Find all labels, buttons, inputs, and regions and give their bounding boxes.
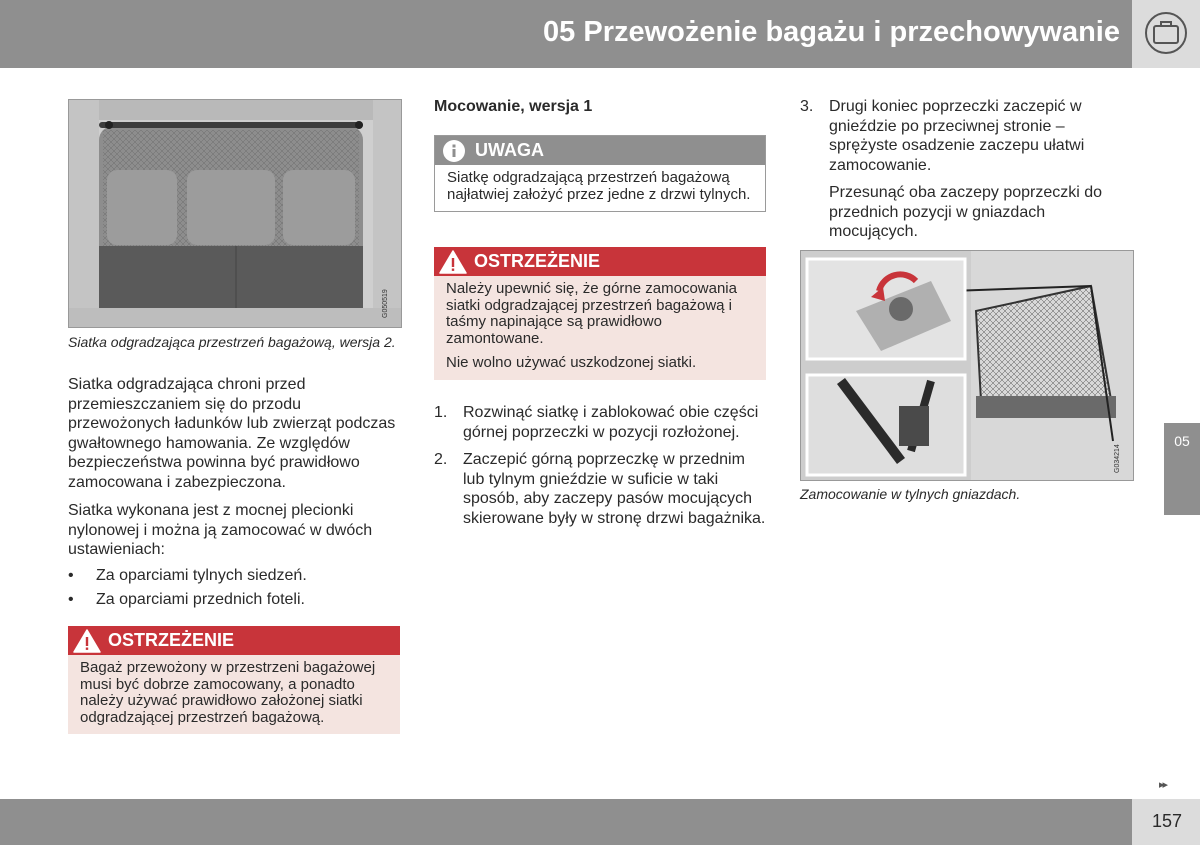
material-paragraph: Siatka wykonana jest z mocnej plecionki nylonowej i można ją zamocować w dwóch ustawieniach: xyxy=(68,502,373,559)
figure-code: G034214 xyxy=(1114,444,1121,473)
page-number: 157 xyxy=(1151,811,1182,831)
warning-text: Nie wolno używać uszkodzonej siatki. xyxy=(446,354,697,371)
chapter-icon-box xyxy=(1132,0,1200,68)
continue-arrow-icon[interactable]: ▸▸ xyxy=(1159,779,1167,791)
figure-rear-mounting xyxy=(800,250,1134,481)
step-paragraph: Przesunąć oba zaczepy poprzeczki do przednich pozycji w gniazdach mocujących. xyxy=(829,184,1103,241)
intro-paragraph: Siatka odgradzająca chroni przed przemieszczaniem się do przodu przewożonych ładunków lub zwierząt podczas gwałtownego hamowania. Ze względów bezpieczeństwa powinna być prawidłowo zamocowana i zabezpieczona. xyxy=(68,376,396,491)
page-footer xyxy=(0,799,1132,845)
chapter-title: 05 Przewożenie bagażu i przechowywanie xyxy=(543,16,1120,48)
list-item: • Za oparciami tylnych siedzeń. xyxy=(68,567,307,584)
note-text: Siatkę odgradzającą przestrzeń bagażową najłatwiej założyć przez jedne z drzwi tylnych. xyxy=(447,169,751,203)
figure-caption: Zamocowanie w tylnych gniazdach. xyxy=(800,486,1021,502)
step-item: 3. Drugi koniec poprzeczki zaczepić w gnieździe po przeciwnej stronie – sprężyste osadzenie zaczepu ułatwi zamocowanie. xyxy=(800,98,1085,174)
warning-title: OSTRZEŻENIE xyxy=(474,251,601,271)
warning-text: Należy upewnić się, że górne zamocowania siatki odgradzającej przestrzeń bagażową i taśmy napinające są prawidłowo zamontowane. xyxy=(446,280,737,347)
warning-triangle-icon xyxy=(438,249,468,275)
warning-box xyxy=(68,626,400,734)
page-number-box xyxy=(1132,799,1200,845)
figure-code: G050519 xyxy=(382,289,389,318)
note-title: UWAGA xyxy=(475,140,544,160)
figure-caption: Siatka odgradzająca przestrzeń bagażową, wersja 2. xyxy=(68,334,396,350)
figure-cargo-net-v2 xyxy=(68,99,402,328)
warning-title: OSTRZEŻENIE xyxy=(108,630,235,650)
info-icon xyxy=(439,138,469,164)
list-item: • Za oparciami przednich foteli. xyxy=(68,591,305,608)
page-header xyxy=(0,0,1132,68)
warning-box xyxy=(434,247,766,380)
step-item: 1. Rozwinąć siatkę i zablokować obie części górnej poprzeczki w pozycji rozłożonej. xyxy=(434,404,759,441)
warning-text: Bagaż przewożony w przestrzeni bagażowej musi być dobrze zamocowany, a ponadto należy używać prawidłowo założonej siatki odgradzającej przestrzeń bagażową. xyxy=(80,659,376,726)
chapter-side-tab[interactable] xyxy=(1164,423,1200,515)
note-box xyxy=(434,135,766,212)
chapter-side-tab-label: 05 xyxy=(1174,433,1190,449)
warning-triangle-icon xyxy=(72,628,102,654)
section-heading: Mocowanie, wersja 1 xyxy=(434,98,593,115)
suitcase-icon xyxy=(1145,12,1187,54)
step-item: 2. Zaczepić górną poprzeczkę w przednim lub tylnym gnieździe w suficie w taki sposób, aby zaczepy pasów mocujących skierowane były w stronę drzwi bagażnika. xyxy=(434,451,766,527)
